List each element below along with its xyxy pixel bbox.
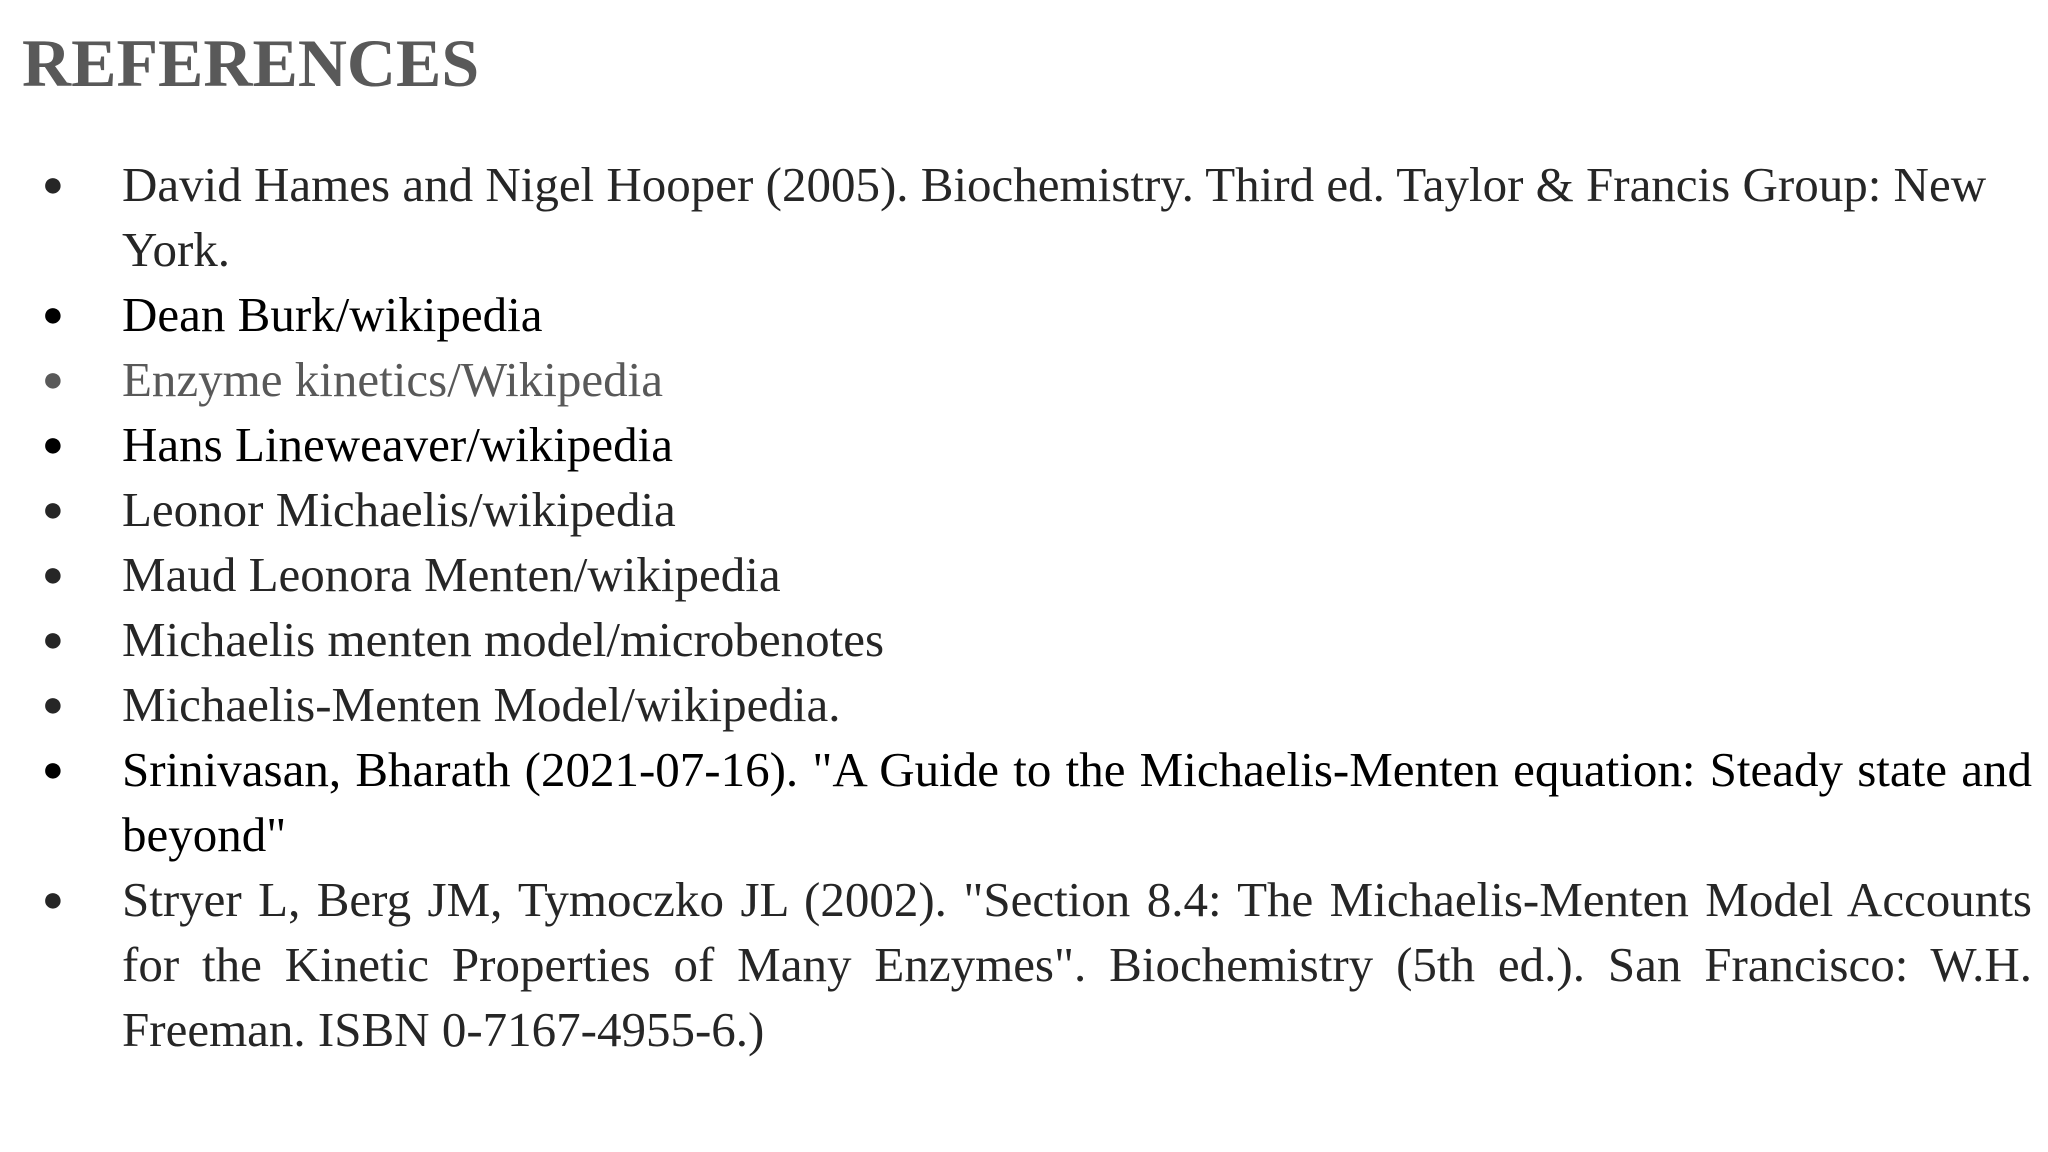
reference-item-1 <box>32 152 2032 282</box>
reference-text: Stryer L, Berg JM, Tymoczko JL (2002). "Section 8.4: The Michaelis-Menten Model Accounts for the Kinetic Properties of Many Enzymes". Biochemistry (5th ed.). San Francisco: W.H. Freeman. ISBN 0-7167-4955-6.) <box>122 872 2032 1057</box>
reference-item-3 <box>32 347 2032 412</box>
bullet-icon: ● <box>42 164 64 204</box>
bullet-icon: ● <box>42 424 64 464</box>
reference-text: David Hames and Nigel Hooper (2005). Biochemistry. Third ed. Taylor & Francis Group: New York. <box>122 157 1987 277</box>
reference-text: Dean Burk/wikipedia <box>122 287 543 342</box>
reference-text: Michaelis menten model/microbenotes <box>122 612 885 667</box>
references-list <box>32 152 2032 1062</box>
reference-item-4 <box>32 412 2032 477</box>
reference-item-8 <box>32 672 2032 737</box>
bullet-icon: ● <box>42 684 64 724</box>
bullet-icon: ● <box>42 359 64 399</box>
reference-text: Leonor Michaelis/wikipedia <box>122 482 676 537</box>
bullet-icon: ● <box>42 879 64 919</box>
reference-item-6 <box>32 542 2032 607</box>
reference-text: Michaelis-Menten Model/wikipedia. <box>122 677 841 732</box>
reference-text: Enzyme kinetics/Wikipedia <box>122 352 663 407</box>
bullet-icon: ● <box>42 619 64 659</box>
reference-text: Srinivasan, Bharath (2021-07-16). "A Guide to the Michaelis‑Menten equation: Steady state and beyond" <box>122 742 2032 862</box>
reference-item-5 <box>32 477 2032 542</box>
reference-item-2 <box>32 282 2032 347</box>
reference-text: Hans Lineweaver/wikipedia <box>122 417 674 472</box>
page-title: REFERENCES <box>22 25 480 101</box>
reference-text: Maud Leonora Menten/wikipedia <box>122 547 781 602</box>
bullet-icon: ● <box>42 294 64 334</box>
bullet-icon: ● <box>42 489 64 529</box>
reference-item-10 <box>32 867 2032 1062</box>
reference-item-7 <box>32 607 2032 672</box>
reference-item-9 <box>32 737 2032 867</box>
bullet-icon: ● <box>42 749 64 789</box>
bullet-icon: ● <box>42 554 64 594</box>
